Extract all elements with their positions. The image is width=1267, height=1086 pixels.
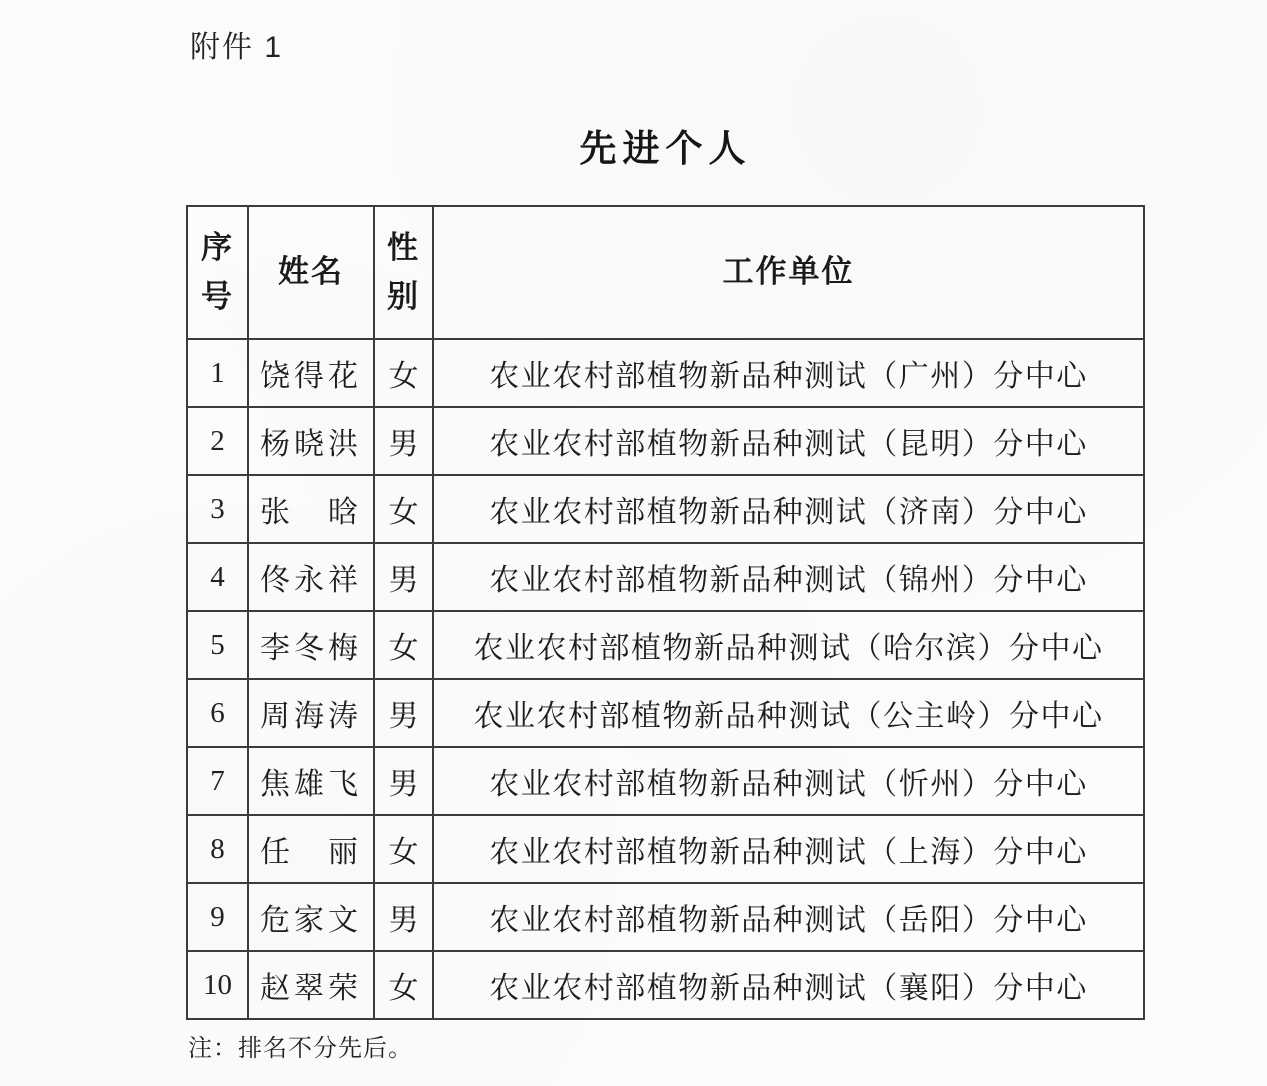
cell-index: 8	[187, 815, 248, 883]
cell-gender: 男	[374, 883, 433, 951]
table-row	[187, 747, 1144, 815]
header-unit: 工作单位	[433, 206, 1144, 339]
cell-unit: 农业农村部植物新品种测试（昆明）分中心	[433, 407, 1144, 475]
attachment-label: 附件 1	[190, 31, 284, 64]
header-name: 姓名	[248, 206, 374, 339]
cell-index: 10	[187, 951, 248, 1019]
cell-index: 5	[187, 611, 248, 679]
table-row	[187, 611, 1144, 679]
cell-gender: 男	[374, 543, 433, 611]
cell-name: 李冬梅	[248, 611, 374, 679]
cell-index: 7	[187, 747, 248, 815]
cell-gender: 男	[374, 407, 433, 475]
document-title: 先进个人	[579, 129, 752, 170]
cell-name: 张 晗	[248, 475, 374, 543]
cell-unit: 农业农村部植物新品种测试（襄阳）分中心	[433, 951, 1144, 1019]
cell-name: 饶得花	[248, 339, 374, 407]
cell-unit: 农业农村部植物新品种测试（上海）分中心	[433, 815, 1144, 883]
cell-gender: 男	[374, 679, 433, 747]
advanced-individuals-table	[186, 205, 1145, 1020]
cell-gender: 女	[374, 951, 433, 1019]
cell-unit: 农业农村部植物新品种测试（锦州）分中心	[433, 543, 1144, 611]
cell-name: 赵翠荣	[248, 951, 374, 1019]
cell-gender: 女	[374, 815, 433, 883]
cell-gender: 女	[374, 475, 433, 543]
cell-unit: 农业农村部植物新品种测试（广州）分中心	[433, 339, 1144, 407]
table-row	[187, 883, 1144, 951]
cell-name: 任 丽	[248, 815, 374, 883]
cell-index: 4	[187, 543, 248, 611]
footnote: 注：排名不分先后。	[188, 1035, 413, 1062]
cell-index: 1	[187, 339, 248, 407]
table-row	[187, 951, 1144, 1019]
table-row	[187, 543, 1144, 611]
table-row	[187, 475, 1144, 543]
cell-gender: 女	[374, 611, 433, 679]
header-index: 序号	[187, 206, 248, 339]
cell-index: 2	[187, 407, 248, 475]
cell-name: 佟永祥	[248, 543, 374, 611]
cell-unit: 农业农村部植物新品种测试（济南）分中心	[433, 475, 1144, 543]
cell-name: 焦雄飞	[248, 747, 374, 815]
cell-unit: 农业农村部植物新品种测试（忻州）分中心	[433, 747, 1144, 815]
cell-name: 危家文	[248, 883, 374, 951]
table-row	[187, 815, 1144, 883]
table-header-row	[187, 206, 1144, 339]
cell-unit: 农业农村部植物新品种测试（公主岭）分中心	[433, 679, 1144, 747]
table-row	[187, 339, 1144, 407]
cell-name: 周海涛	[248, 679, 374, 747]
cell-index: 3	[187, 475, 248, 543]
cell-unit: 农业农村部植物新品种测试（哈尔滨）分中心	[433, 611, 1144, 679]
cell-index: 9	[187, 883, 248, 951]
cell-gender: 男	[374, 747, 433, 815]
table-row	[187, 407, 1144, 475]
cell-gender: 女	[374, 339, 433, 407]
cell-name: 杨晓洪	[248, 407, 374, 475]
table-row	[187, 679, 1144, 747]
header-gender: 性别	[374, 206, 433, 339]
cell-unit: 农业农村部植物新品种测试（岳阳）分中心	[433, 883, 1144, 951]
cell-index: 6	[187, 679, 248, 747]
